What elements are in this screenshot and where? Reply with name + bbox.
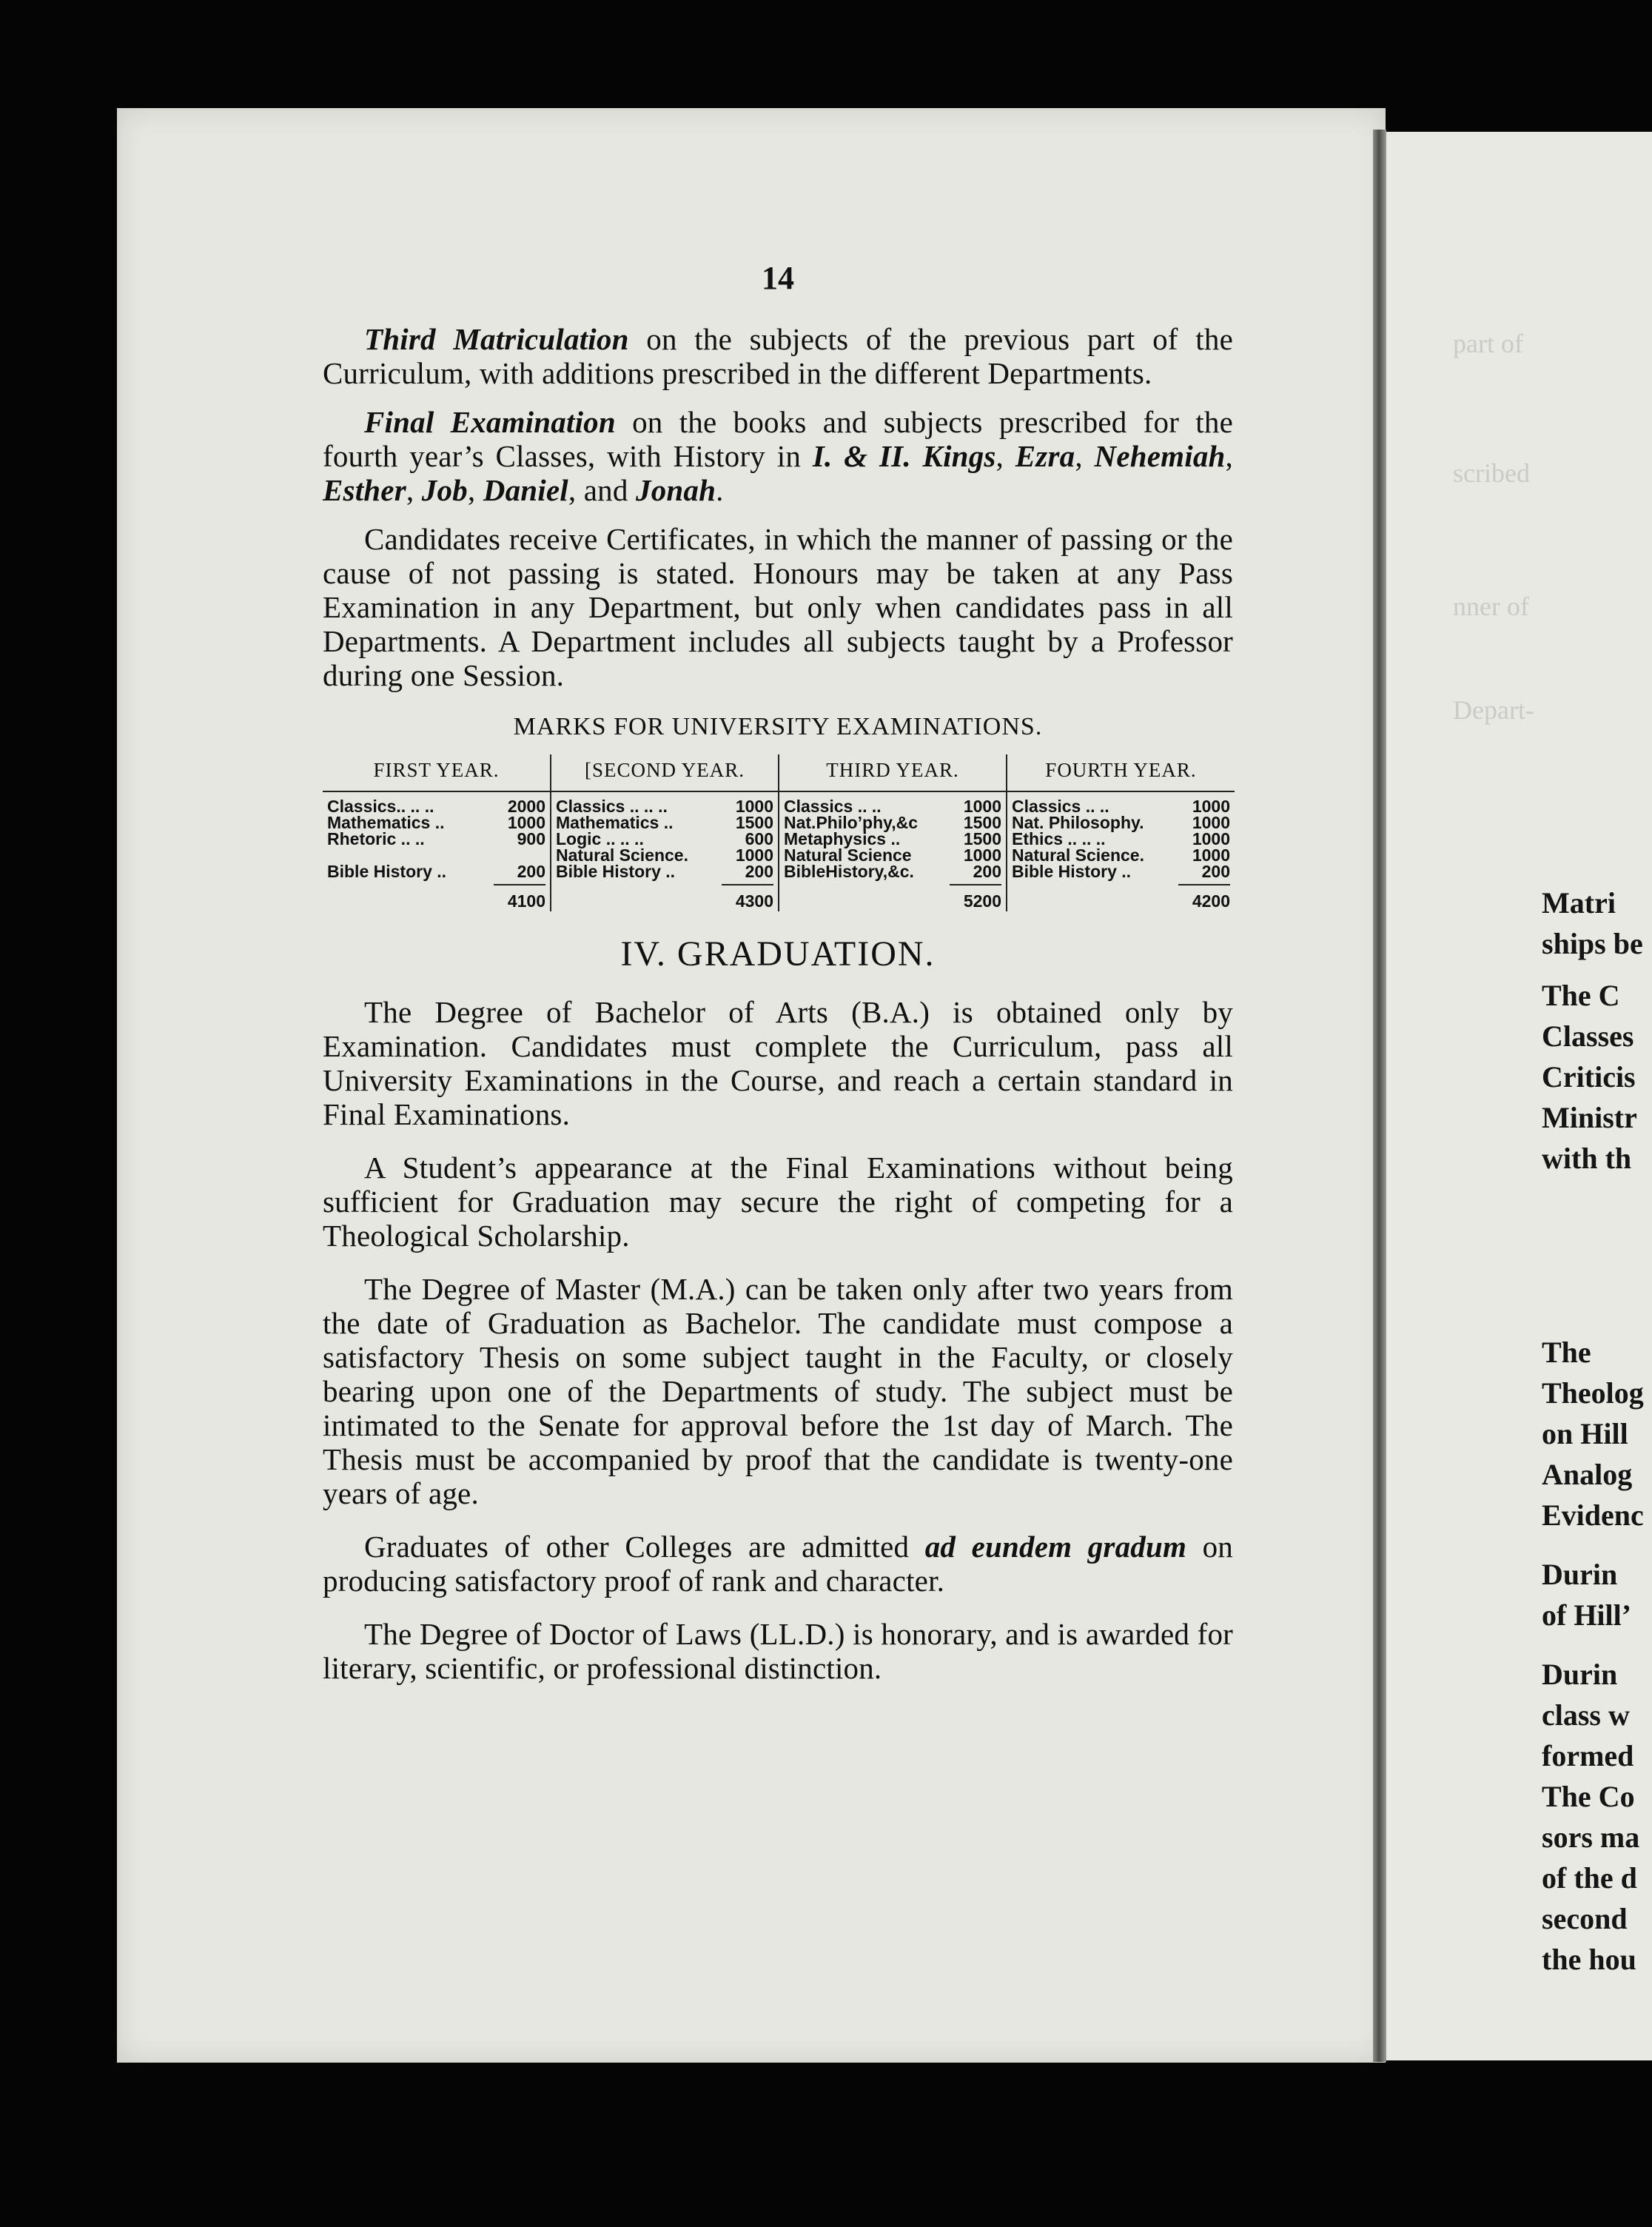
right-fragment-10: Analog (1542, 1458, 1633, 1491)
marks-row (784, 798, 1001, 814)
marks-title: MARKS FOR UNIVERSITY EXAMINATIONS. (513, 713, 1043, 740)
marks-row (556, 863, 773, 880)
right-fragment-8: Theolog (1542, 1376, 1644, 1410)
marks-column (323, 791, 551, 911)
subject-label: Bible History .. (556, 862, 676, 881)
right-fragment-12: Durin (1542, 1558, 1618, 1591)
paragraph-master: The Degree of Master (M.A.) can be taken only after two years from the date of Graduation as Bachelor. The candidate must compose a satisfactory Thesis on some subject taught in the Faculty, or closely bearing upon one of the Departments of study. The subject must be intimated to the Senate for approval before the 1st day of March. The Thesis must be accompanied by proof that the candidate is twenty-one years of age. (323, 1272, 1233, 1510)
marks-row (327, 798, 545, 814)
subject-label: Nat.Philo’phy,&c (784, 813, 919, 832)
subject-label: Classics.. .. .. (327, 797, 434, 816)
right-fragment-9: on Hill (1542, 1417, 1628, 1450)
subject-marks: 200 (973, 862, 1001, 881)
subject-marks: 2000 (507, 797, 545, 816)
subject-marks: 1000 (1192, 829, 1230, 848)
marks-row (784, 863, 1001, 880)
right-fragment-16: formed (1542, 1739, 1634, 1772)
column-total: 5200 (950, 884, 1001, 911)
subject-label: Ethics .. .. .. (1012, 829, 1106, 848)
separator: , (406, 473, 422, 507)
right-fragment-11: Evidenc (1542, 1498, 1644, 1532)
paragraph-text: on the subjects of the previous part of the Curriculum, with additions prescribed in the different Departments. (323, 322, 1233, 390)
subject-marks: 1000 (963, 797, 1001, 816)
subject-marks: 200 (1201, 862, 1230, 881)
subject-marks: 600 (745, 829, 773, 848)
subject-label: Bible History .. (327, 862, 447, 881)
right-fragment-6: with th (1542, 1142, 1632, 1175)
subject-label: Logic .. .. .. (556, 829, 644, 848)
paragraph-text: on the books and subjects prescribed for the fourth year’s Classes, with History in (323, 405, 1233, 473)
right-fragment-17: The Co (1542, 1780, 1635, 1813)
right-fragment-5: Ministr (1542, 1101, 1637, 1134)
marks-row (784, 831, 1001, 847)
right-fragment-13: of Hill’ (1542, 1598, 1632, 1632)
subject-label: Mathematics .. (556, 813, 674, 832)
paragraph-bachelor: The Degree of Bachelor of Arts (B.A.) is obtained only by Examination. Candidates must complete the Curriculum, pass all University Examinations in the Course, and reach a certain standard in Final Examinations. (323, 995, 1233, 1131)
paragraph-third-matriculation (323, 322, 1233, 390)
separator: , (1225, 439, 1233, 473)
subject-label: BibleHistory,&c. (784, 862, 914, 881)
marks-row (1012, 798, 1230, 814)
separator: , (995, 439, 1015, 473)
book-name: Nehemiah (1094, 439, 1226, 473)
section-heading: IV. GRADUATION. (620, 934, 936, 974)
marks-column (551, 791, 779, 911)
marks-column (779, 791, 1007, 911)
subject-label: Natural Science. (1012, 845, 1144, 865)
separator: . (716, 473, 724, 507)
subject-label: Nat. Philosophy. (1012, 813, 1144, 832)
subject-marks: 1000 (735, 797, 773, 816)
subject-marks: 1000 (1192, 813, 1230, 832)
right-fragment-15: class w (1542, 1698, 1630, 1732)
subject-label: Classics .. .. (784, 797, 882, 816)
paragraph-ad-eundem (323, 1530, 1233, 1598)
book-name: I. & II. Kings (812, 439, 996, 473)
lead-term: Third Matriculation (364, 322, 629, 356)
right-fragment-7: The (1542, 1336, 1591, 1369)
subject-label: Mathematics .. (327, 813, 445, 832)
paragraph-student-appearance: A Student’s appearance at the Final Examinations without being sufficient for Graduation may secure the right of competing for a Theological Scholarship. (323, 1151, 1233, 1253)
subject-marks: 200 (517, 862, 545, 881)
marks-row (784, 814, 1001, 831)
column-header: FIRST YEAR. (323, 754, 551, 791)
paragraph-final-examination (323, 405, 1233, 507)
marks-row (327, 831, 545, 847)
latin-phrase: ad eundem gradum (924, 1530, 1187, 1564)
subject-marks: 1500 (735, 813, 773, 832)
marks-row (1012, 814, 1230, 831)
column-header: [SECOND YEAR. (551, 754, 779, 791)
subject-marks: 1500 (963, 813, 1001, 832)
subject-marks: 200 (745, 862, 773, 881)
subject-label: Classics .. .. (1012, 797, 1109, 816)
column-total: 4100 (494, 884, 545, 911)
right-fragment-14: Durin (1542, 1658, 1618, 1691)
marks-row (327, 863, 545, 880)
book-name: Ezra (1015, 439, 1075, 473)
page-content (323, 259, 1233, 1704)
subject-marks: 1000 (735, 845, 773, 865)
marks-row (784, 847, 1001, 863)
paragraph-text: on producing satisfactory proof of rank and character. (323, 1530, 1233, 1598)
subject-label: Natural Science. (556, 845, 688, 865)
marks-row (556, 814, 773, 831)
book-gutter (1373, 130, 1386, 2062)
right-fragment-20: second (1542, 1902, 1628, 1935)
marks-row (327, 814, 545, 831)
separator: , and (568, 473, 637, 507)
book-name: Esther (323, 473, 406, 507)
subject-marks: 1000 (1192, 797, 1230, 816)
right-fragment-3: Classes (1542, 1019, 1634, 1053)
column-total: 4300 (722, 884, 773, 911)
marks-row (556, 847, 773, 863)
right-fragment-0: Matri (1542, 886, 1616, 920)
marks-row (327, 847, 545, 863)
paragraph-text: Graduates of other Colleges are admitted (364, 1530, 925, 1564)
right-fragment-1: ships be (1542, 927, 1643, 960)
right-fragment-21: the hou (1542, 1943, 1636, 1976)
subject-label: Natural Science (784, 845, 912, 865)
right-page: part of scribed nner of Depart- Matri ships be The C Classes Criticis Ministr with th The Theolog on Hill Analog Evidenc Durin of Hill’ Durin class w formed The Co sors ma of the d second the hou (1386, 132, 1652, 2060)
marks-row (556, 798, 773, 814)
marks-column (1007, 791, 1235, 911)
marks-row (556, 831, 773, 847)
subject-marks: 900 (517, 829, 545, 848)
paragraph-doctor-of-laws: The Degree of Doctor of Laws (LL.D.) is honorary, and is awarded for literary, scientific, or professional distinction. (323, 1617, 1233, 1685)
book-name: Job (421, 473, 468, 507)
separator: , (1075, 439, 1095, 473)
column-total: 4200 (1178, 884, 1230, 911)
separator: , (467, 473, 483, 507)
column-header: THIRD YEAR. (779, 754, 1007, 791)
marks-table (323, 754, 1235, 911)
book-name: Daniel (483, 473, 568, 507)
marks-row (1012, 863, 1230, 880)
subject-marks: 1000 (507, 813, 545, 832)
subject-label: Metaphysics .. (784, 829, 901, 848)
marks-row (1012, 847, 1230, 863)
right-fragment-18: sors ma (1542, 1821, 1640, 1854)
marks-row (1012, 831, 1230, 847)
subject-marks: 1000 (963, 845, 1001, 865)
paragraph-certificates: Candidates receive Certificates, in which the manner of passing or the cause of not passing is stated. Honours may be taken at any Pass Examination in any Department, but only when candidates pass in all Departments. A Department includes all subjects taught by a Professor during one Session. (323, 522, 1233, 692)
book-name: Jonah (636, 473, 716, 507)
right-fragment-2: The C (1542, 979, 1620, 1012)
subject-label: Classics .. .. .. (556, 797, 668, 816)
subject-label: Rhetoric .. .. (327, 829, 425, 848)
subject-marks: 1000 (1192, 845, 1230, 865)
lead-term: Final Examination (364, 405, 616, 439)
page-number: 14 (762, 260, 794, 296)
right-fragment-4: Criticis (1542, 1060, 1636, 1094)
subject-label: Bible History .. (1012, 862, 1132, 881)
right-fragment-19: of the d (1542, 1861, 1637, 1895)
column-header: FOURTH YEAR. (1007, 754, 1235, 791)
subject-marks: 1500 (963, 829, 1001, 848)
